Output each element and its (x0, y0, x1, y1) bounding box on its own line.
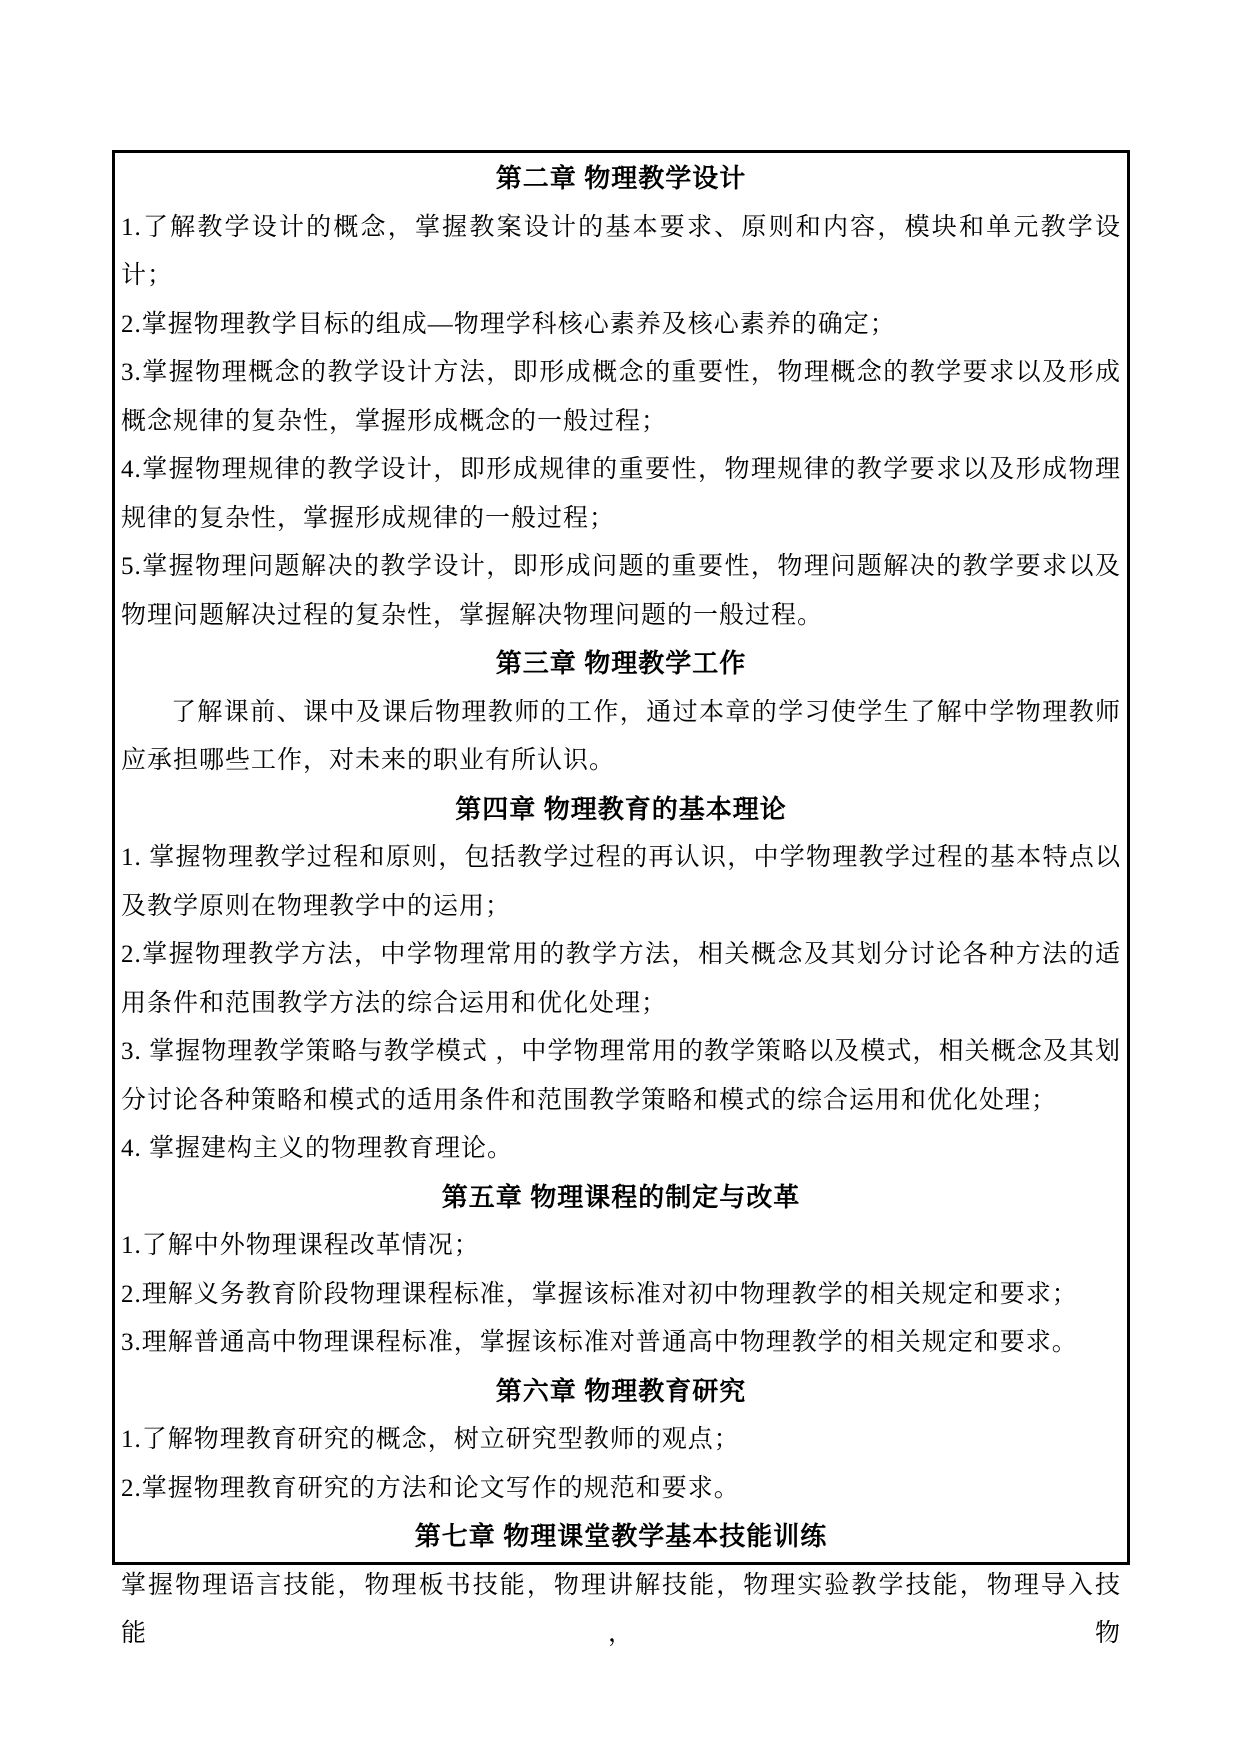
chapter-heading: 第七章 物理课堂教学基本技能训练 (414, 1522, 828, 1551)
chapter-heading: 第五章 物理课程的制定与改革 (441, 1182, 801, 1212)
requirement-item: 3.理解普通高中物理课程标准，掌握该标准对普通高中物理教学的相关规定和要求。 (121, 1329, 1078, 1356)
syllabus-table-cell (112, 150, 1130, 1647)
requirement-item: 2.掌握物理教学方法，中学物理常用的教学方法，相关概念及其划分讨论各种方法的适用条件和范围教学方法的综合运用和优化处理； (121, 941, 1121, 1017)
chapter-heading: 第六章 物理教育研究 (495, 1376, 747, 1406)
chapter-heading: 第四章 物理教育的基本理论 (455, 794, 787, 824)
requirement-item: 5.掌握物理问题解决的教学设计，即形成问题的重要性，物理问题解决的教学要求以及物理问题解决过程的复杂性，掌握解决物理问题的一般过程。 (121, 553, 1121, 629)
requirement-item: 2.掌握物理教学目标的组成—物理学科核心素养及核心素养的确定； (121, 310, 896, 338)
requirement-item: 3.掌握物理概念的教学设计方法，即形成概念的重要性，物理概念的教学要求以及形成概念规律的复杂性，掌握形成概念的一般过程； (121, 359, 1121, 435)
chapter-heading: 第三章 物理教学工作 (495, 649, 747, 678)
chapter-heading: 第二章 物理教学设计 (495, 164, 747, 193)
requirement-item: 1.了解物理教育研究的概念，树立研究型教师的观点； (121, 1426, 740, 1453)
requirement-item: 2.理解义务教育阶段物理课程标准，掌握该标准对初中物理教学的相关规定和要求； (121, 1280, 1078, 1308)
requirement-item: 4. 掌握建构主义的物理教育理论。 (121, 1135, 514, 1162)
requirement-item: 1. 掌握物理教学过程和原则，包括教学过程的再认识，中学物理教学过程的基本特点以及教学原则在物理教学中的运用； (121, 844, 1121, 920)
requirement-item: 4.掌握物理规律的教学设计，即形成规律的重要性，物理规律的教学要求以及形成物理规律的复杂性，掌握形成规律的一般过程； (121, 456, 1121, 532)
chapter-paragraph: 了解课前、课中及课后物理教师的工作，通过本章的学习使学生了解中学物理教师应承担哪些工作，对未来的职业有所认识。 (121, 698, 1121, 774)
requirement-item: 3. 掌握物理教学策略与教学模式 ，中学物理常用的教学策略以及模式，相关概念及其划分讨论各种策略和模式的适用条件和范围教学策略和模式的综合运用和优化处理； (121, 1038, 1121, 1114)
chapter-paragraph: 掌握物理语言技能，物理板书技能，物理讲解技能，物理实验教学技能，物理导入技能，物 (121, 1571, 1121, 1647)
requirement-item: 1.了解教学设计的概念，掌握教案设计的基本要求、原则和内容，模块和单元教学设计； (121, 213, 1121, 289)
requirement-item: 1.了解中外物理课程改革情况； (121, 1232, 480, 1259)
requirement-item: 2.掌握物理教育研究的方法和论文写作的规范和要求。 (121, 1474, 740, 1502)
